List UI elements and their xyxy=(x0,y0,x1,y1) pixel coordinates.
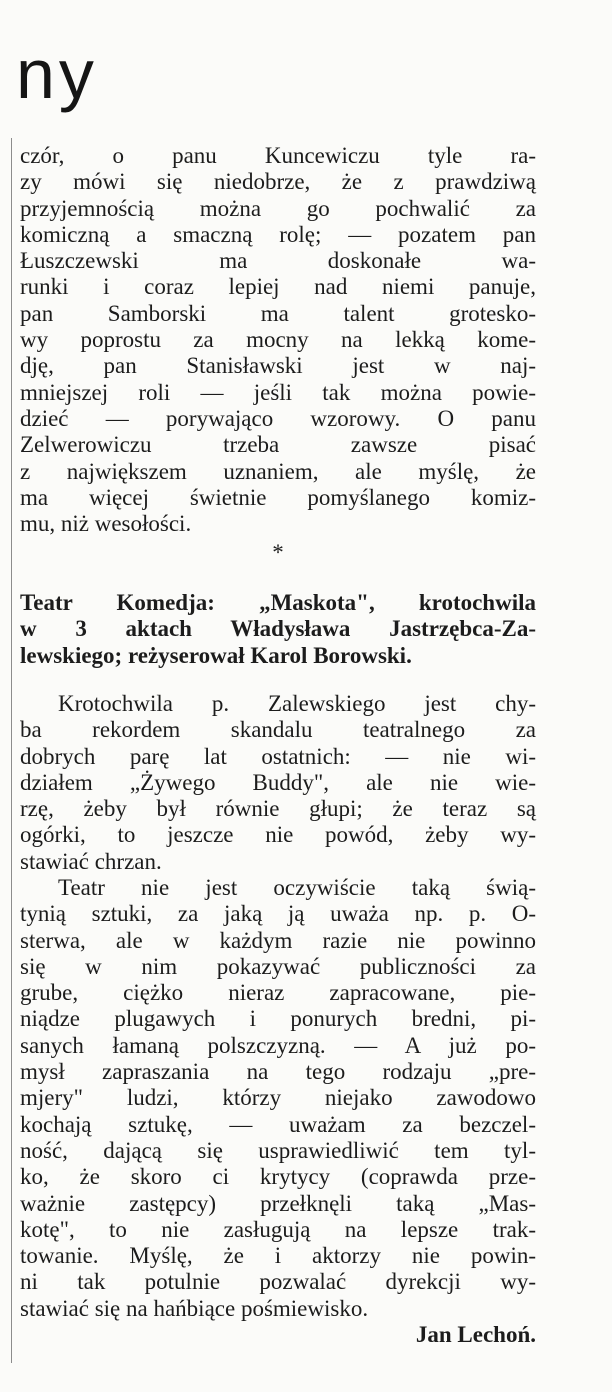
text-line: Zelwerowiczu trzeba zawsze pisać xyxy=(20,432,536,458)
text-line: dzieć — porywająco wzorowy. O panu xyxy=(20,405,536,431)
text-line: Teatr Komedja: „Maskota", krotochwila xyxy=(20,590,536,615)
text-line: Teatr nie jest oczywiście taką świą- xyxy=(58,875,536,900)
text-line: kochają sztukę, — uważam za bezczel- xyxy=(20,1111,536,1137)
text-line: Łuszczewski ma doskonałe wa- xyxy=(20,248,536,274)
text-line: ność, dającą się usprawiedliwić tem tyl- xyxy=(20,1137,536,1163)
text-line: się w nim pokazywać publiczności za xyxy=(20,953,536,979)
text-line: lewskiego; reżyserował Karol Borowski. xyxy=(20,642,412,668)
text-line: stawiać się na hańbiące pośmiewisko. xyxy=(20,1295,369,1321)
signature-block xyxy=(20,1322,536,1348)
text-line: pan Samborski ma talent grotesko- xyxy=(20,300,536,326)
text-line: ba rekordem skandalu teatralnego za xyxy=(20,717,536,743)
text-line: ni tak potulnie pozwalać dyrekcji wy- xyxy=(20,1269,536,1295)
text-line: ogórki, to jeszcze nie powód, żeby wy- xyxy=(20,822,536,848)
text-line: kotę", to nie zasługują na lepsze trak- xyxy=(20,1216,536,1242)
paragraph-2 xyxy=(20,691,536,875)
separator-block xyxy=(20,540,536,566)
text-line: sanych łamaną polszczyzną. — A już po- xyxy=(20,1032,536,1058)
signature: Jan Lechoń. xyxy=(415,1322,536,1347)
text-line: Krotochwila p. Zalewskiego jest chy- xyxy=(58,691,536,716)
text-line: mysł zapraszania na tego rodzaju „pre- xyxy=(20,1059,536,1085)
text-line: przyjemnością można go pochwalić za xyxy=(20,195,536,221)
text-line: czór, o panu Kuncewiczu tyle ra- xyxy=(20,143,536,168)
paragraph-3 xyxy=(20,875,536,1322)
text-line: mu, niż wesołości. xyxy=(20,511,192,537)
text-line: grube, ciężko nieraz zapracowane, pie- xyxy=(20,980,536,1006)
text-line: tynią sztuki, za jaką ją uważa np. p. O- xyxy=(20,901,536,927)
review-header xyxy=(20,590,536,669)
text-line: ważnie zastępcy) przełknęli taką „Mas- xyxy=(20,1190,536,1216)
text-line: w 3 aktach Władysława Jastrzębca-Za- xyxy=(20,616,536,642)
text-line: komiczną a smaczną rolę; — pozatem pan xyxy=(20,221,536,247)
text-line: stawiać chrzan. xyxy=(20,848,162,874)
text-line: mniejszej roli — jeśli tak można powie- xyxy=(20,379,536,405)
text-line: towanie. Myślę, że i aktorzy nie powin- xyxy=(20,1243,536,1269)
text-line: działem „Żywego Buddy", ale nie wie- xyxy=(20,769,536,795)
text-line: niądze plugawych i ponurych bredni, pi- xyxy=(20,1006,536,1032)
text-line: z największem uznaniem, ale myślę, że xyxy=(20,458,536,484)
text-line: dję, pan Stanisławski jest w naj- xyxy=(20,353,536,379)
separator-asterisk: * xyxy=(272,540,284,565)
text-line: ko, że skoro ci krytycy (coprawda prze- xyxy=(20,1164,536,1190)
text-line: zy mówi się niedobrze, że z prawdziwą xyxy=(20,169,536,195)
heading-fragment: ny xyxy=(16,35,98,113)
text-line: runki i coraz lepiej nad niemi panuje, xyxy=(20,274,536,300)
text-line: mjery" ludzi, którzy niejako zawodowo xyxy=(20,1085,536,1111)
text-line: sterwa, ale w każdym razie nie powinno xyxy=(20,927,536,953)
text-line: dobrych parę lat ostatnich: — nie wi- xyxy=(20,743,536,769)
column-rule xyxy=(11,138,12,1363)
text-line: wy poprostu za mocny na lekką kome- xyxy=(20,327,536,353)
text-line: rzę, żeby był równie głupi; że teraz są xyxy=(20,796,536,822)
paragraph-1 xyxy=(20,143,536,537)
text-line: ma więcej świetnie pomyślanego komiz- xyxy=(20,484,536,510)
